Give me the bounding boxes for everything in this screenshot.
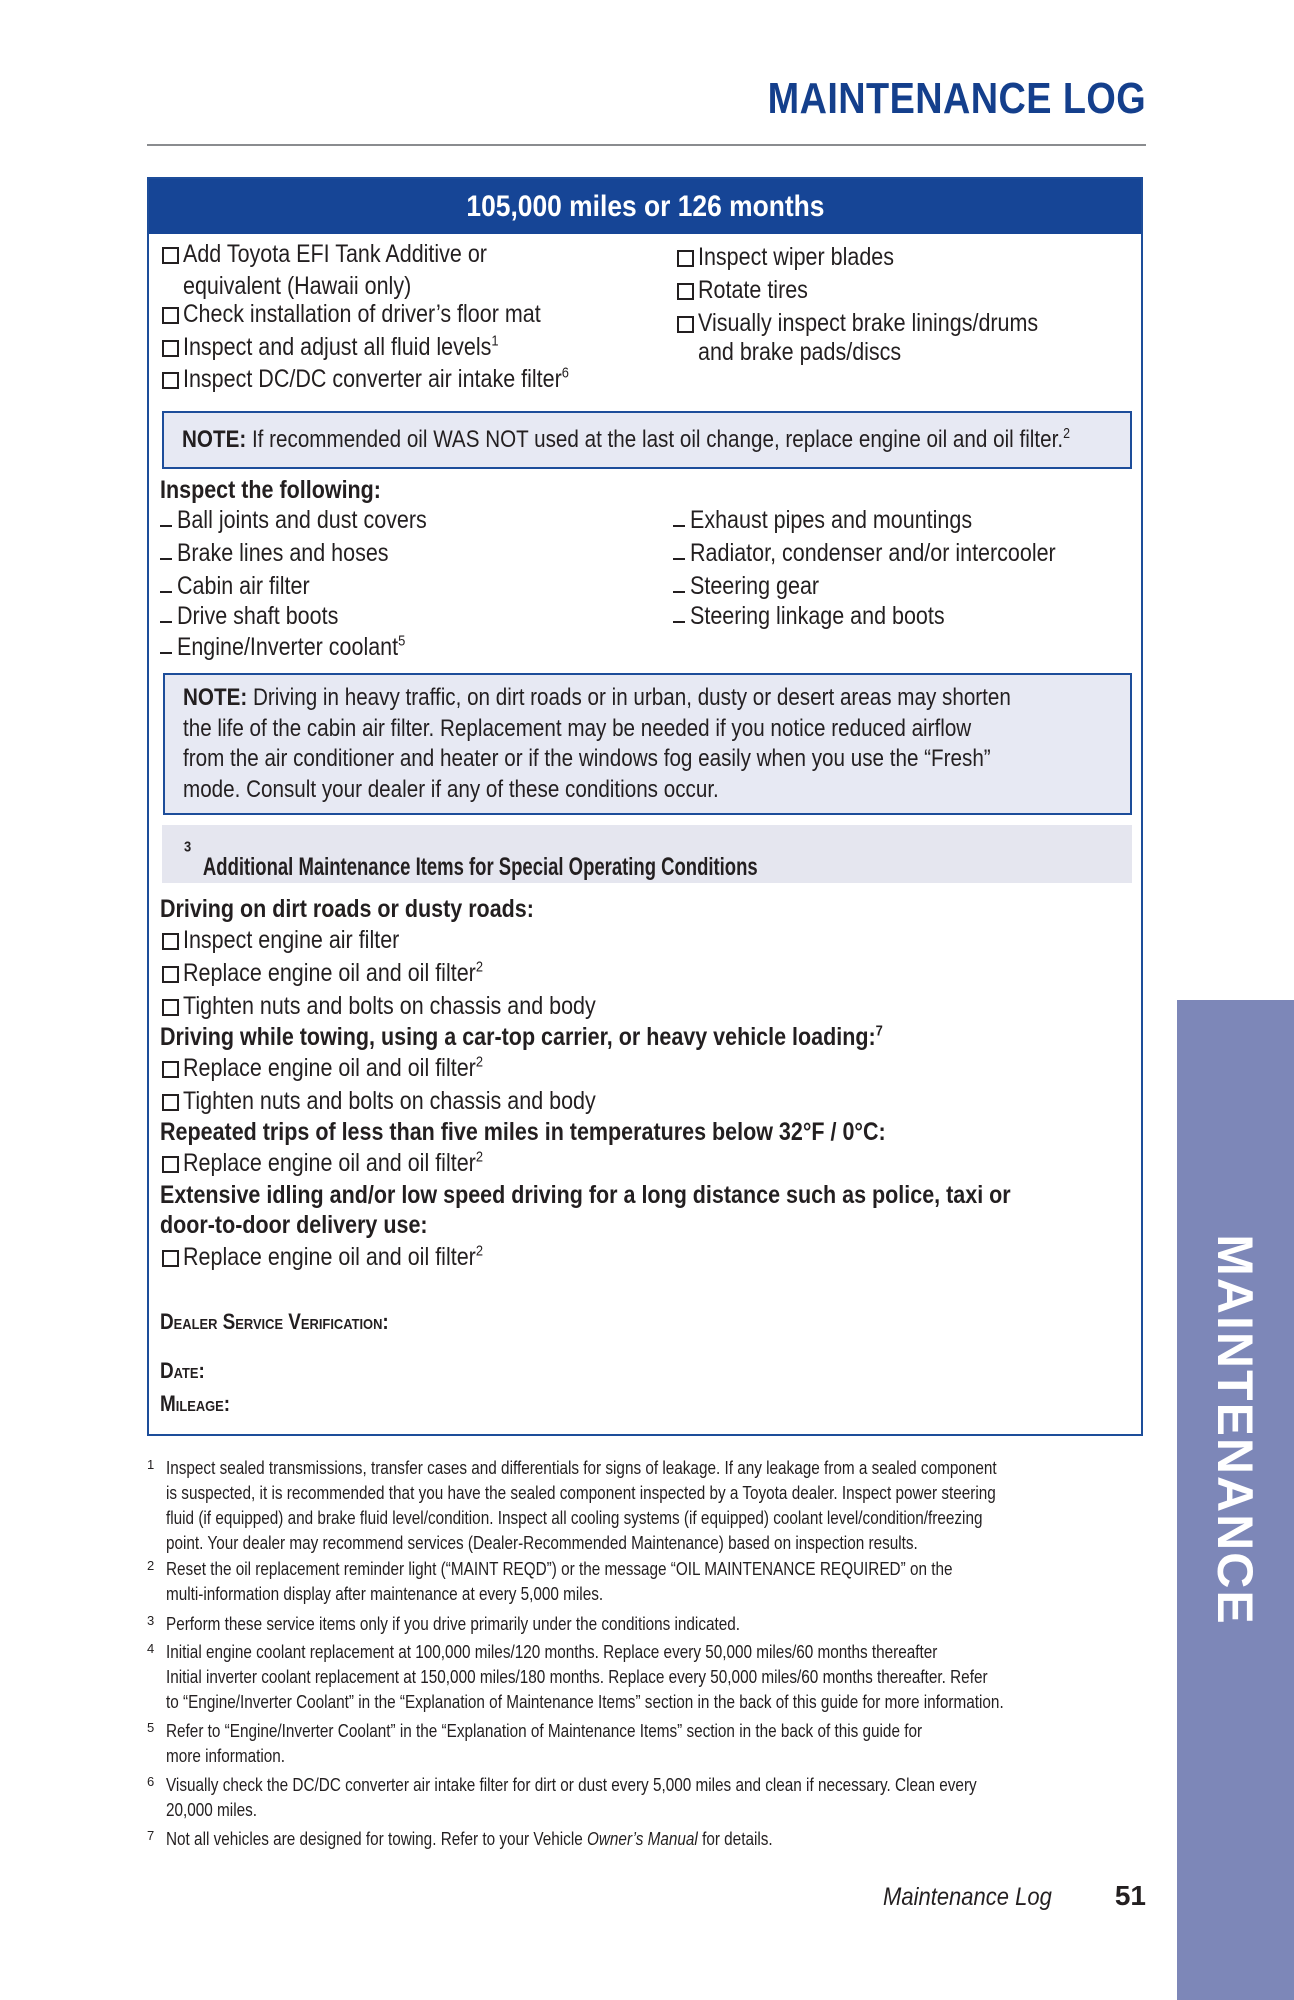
special-item: Replace engine oil and oil filter$^2$ [183, 958, 484, 987]
note-line: the life of the cabin air filter. Replacement may be needed if you notice reduced airflow [183, 714, 972, 742]
note-text: If recommended oil WAS NOT used at the last oil change, replace engine oil and oil filter. [246, 426, 1064, 453]
dash-marker [673, 525, 685, 527]
checklist-item: Rotate tires [698, 276, 808, 304]
title-divider [147, 144, 1146, 146]
checkbox-nuts-bolts-dirt[interactable] [162, 999, 179, 1016]
special-item: Replace engine oil and oil filter$^2$ [183, 1242, 484, 1271]
maintenance-interval-box [147, 177, 1143, 1436]
checkbox-oil-filter-towing[interactable] [162, 1061, 179, 1078]
date-label: Date: [160, 1358, 205, 1383]
checklist-item-continued: equivalent (Hawaii only) [183, 272, 412, 300]
inspect-item: Steering gear [690, 572, 820, 600]
interval-title: 105,000 miles or 126 months [465, 189, 825, 223]
inspect-heading: Inspect the following: [160, 476, 381, 504]
side-tab-label: MAINTENANCE [1207, 1234, 1263, 1626]
checkbox-nuts-bolts-towing[interactable] [162, 1094, 179, 1111]
inspect-item: Brake lines and hoses [177, 539, 389, 567]
checklist-item: Inspect DC/DC converter air intake filter$^6$ [183, 364, 569, 393]
checkbox-fluid-levels[interactable] [162, 340, 179, 357]
interval-header [149, 179, 1141, 234]
dealer-verification-label: Dealer Service Verification: [160, 1309, 389, 1334]
note-label: NOTE: [183, 684, 248, 711]
inspect-item: Exhaust pipes and mountings [690, 506, 973, 534]
dash-marker [160, 558, 172, 560]
checkbox-dcdc-filter[interactable] [162, 372, 179, 389]
note-line: Driving in heavy traffic, on dirt roads or in urban, dusty or desert areas may shorten [247, 684, 1011, 711]
checkbox-brake-linings[interactable] [677, 316, 694, 333]
page-title: MAINTENANCE LOG [767, 74, 1146, 123]
checkbox-floor-mat[interactable] [162, 307, 179, 324]
special-conditions-header: Additional Maintenance Items for Special Operating Conditions $^3$ [162, 825, 1132, 883]
special-item: Tighten nuts and bolts on chassis and body [183, 1087, 596, 1115]
checkbox-oil-filter-idling[interactable] [162, 1250, 179, 1267]
special-item: Replace engine oil and oil filter$^2$ [183, 1148, 484, 1177]
page-number: 51 [1114, 1880, 1146, 1911]
note-line: mode. Consult your dealer if any of these conditions occur. [183, 775, 719, 803]
checklist-item: Check installation of driver’s floor mat [183, 300, 541, 328]
dash-marker [160, 525, 172, 527]
footer-section-label: Maintenance Log [883, 1883, 1052, 1911]
section-side-tab [1177, 1000, 1294, 2000]
short-trips-heading: Repeated trips of less than five miles in temperatures below 32°F / 0°C: [160, 1118, 886, 1146]
checklist-item: Inspect and adjust all fluid levels$^1$ [183, 332, 499, 361]
dash-marker [673, 558, 685, 560]
inspect-item: Ball joints and dust covers [177, 506, 427, 534]
checkbox-oil-filter-dirt[interactable] [162, 966, 179, 983]
checkbox-engine-air-filter[interactable] [162, 933, 179, 950]
checkbox-rotate-tires[interactable] [677, 283, 694, 300]
note-line: from the air conditioner and heater or if the windows fog easily when you use the “Fresh” [183, 745, 991, 772]
checklist-item: Visually inspect brake linings/drums [698, 309, 1039, 337]
special-conditions-title: Additional Maintenance Items for Special Operating Conditions [202, 853, 758, 881]
checkbox-wiper-blades[interactable] [677, 250, 694, 267]
cabin-filter-note-box [163, 673, 1132, 815]
dirt-roads-heading: Driving on dirt roads or dusty roads: [160, 895, 534, 923]
special-item: Tighten nuts and bolts on chassis and body [183, 992, 596, 1020]
mileage-label: Mileage: [160, 1391, 231, 1416]
dash-marker [160, 652, 172, 654]
inspect-item: Engine/Inverter coolant$^5$ [177, 632, 406, 661]
dash-marker [160, 621, 172, 623]
inspect-item: Radiator, condenser and/or intercooler [690, 539, 1056, 567]
checklist-item-continued: and brake pads/discs [698, 338, 902, 366]
dash-marker [673, 621, 685, 623]
oil-note-box: NOTE: If recommended oil WAS NOT used at the last oil change, replace engine oil and oil filter.$^2$ [162, 411, 1132, 469]
checklist-item: Add Toyota EFI Tank Additive or [183, 240, 487, 268]
idling-heading: Extensive idling and/or low speed driving for a long distance such as police, taxi or [160, 1181, 1011, 1209]
note-label: NOTE: [182, 426, 247, 453]
dash-marker [673, 591, 685, 593]
special-item: Replace engine oil and oil filter$^2$ [183, 1053, 484, 1082]
checkbox-efi-additive[interactable] [162, 247, 179, 264]
dash-marker [160, 591, 172, 593]
inspect-item: Drive shaft boots [177, 602, 339, 630]
inspect-item: Cabin air filter [177, 572, 310, 600]
towing-heading: Driving while towing, using a car-top carrier, or heavy vehicle loading:$^7$ [160, 1022, 883, 1051]
special-item: Inspect engine air filter [183, 926, 400, 954]
inspect-item: Steering linkage and boots [690, 602, 945, 630]
idling-heading-continued: door-to-door delivery use: [160, 1211, 428, 1239]
checkbox-oil-filter-short-trips[interactable] [162, 1156, 179, 1173]
checklist-item: Inspect wiper blades [698, 243, 894, 271]
